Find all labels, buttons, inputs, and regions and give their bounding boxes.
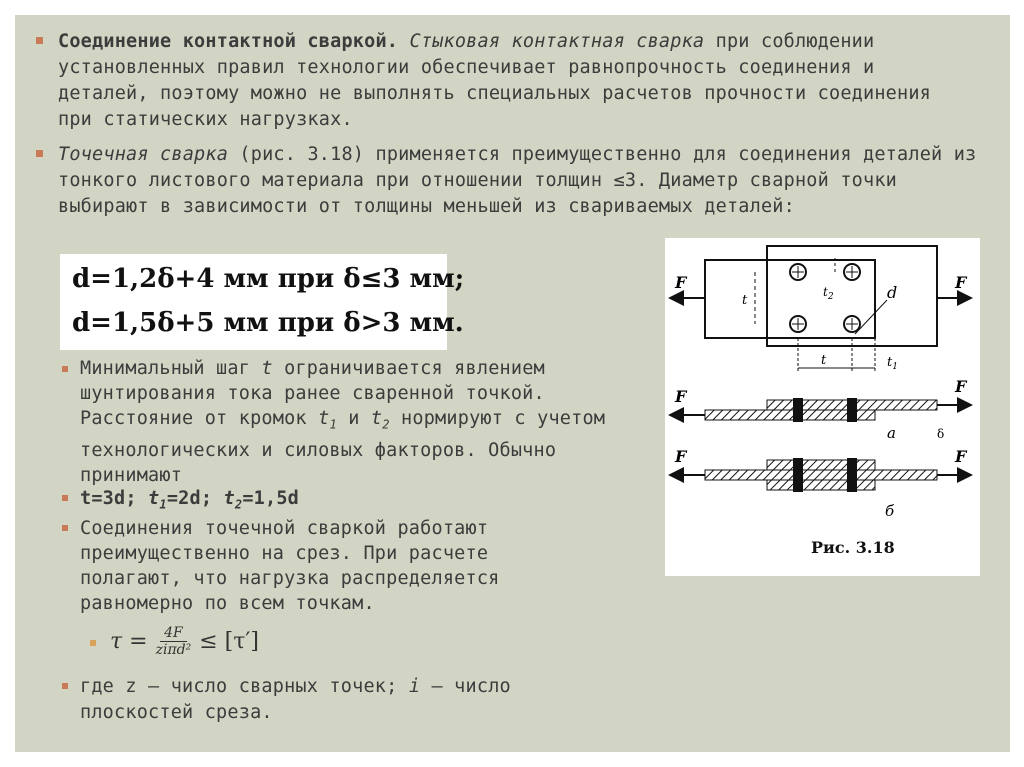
leader-d <box>855 300 887 334</box>
text: t=3d; <box>80 488 137 509</box>
numerator: 4F <box>160 625 187 642</box>
label-t2: $t_2$ <box>823 285 834 302</box>
shear-stress-formula <box>110 625 259 658</box>
heading-text: Соединение контактной сваркой. <box>58 31 399 52</box>
var-t1: $t_1$ <box>148 488 167 512</box>
label-delta: δ <box>937 427 945 441</box>
denominator: ziπd² <box>155 642 192 658</box>
text: нормируют с учетом технологических и силовых факторов. Обычно принимают <box>80 408 606 486</box>
var-t2: $t_2$ <box>223 488 243 512</box>
label-F: F <box>675 387 687 406</box>
paragraph-spot-welding <box>58 142 978 220</box>
paragraph-where <box>80 674 580 726</box>
paragraph-contact-welding <box>58 29 958 133</box>
label-F: F <box>955 447 967 466</box>
body-text: (рис. 3.18) применяется преимущественно для соединения деталей из тонкого листового материала при отношении толщин ≤3. Диаметр сварной точки выбирают в зависимости от толщины меньшей из свариваемых деталей: <box>58 144 977 217</box>
text: =2d; <box>166 488 213 509</box>
plate-section-b <box>705 470 937 480</box>
formula-rhs: ≤ [τ′] <box>199 629 260 654</box>
bullet <box>62 525 68 531</box>
label-F: F <box>675 447 687 466</box>
fraction <box>156 625 192 658</box>
label-b: б <box>885 502 895 520</box>
label-t: t <box>821 353 827 368</box>
formula-lhs: τ = <box>110 629 148 654</box>
bullet <box>62 495 68 501</box>
bullet <box>36 37 43 44</box>
italic-text: Стыковая контактная сварка <box>409 31 705 52</box>
body-text: при соблюдении установленных правил технологии обеспечивает равнопрочность соединения и деталей, поэтому можно не выполнять специальных расчетов прочности соединения при статических нагрузках. <box>58 31 932 130</box>
figure-caption: Рис. 3.18 <box>811 538 895 557</box>
label-F: F <box>955 377 967 396</box>
text: ограничивается явлением шунтирования тока ранее сваренной точкой. Расстояние от кромок <box>80 358 545 429</box>
bullet <box>90 640 96 646</box>
spot-weld-drawing <box>665 238 980 538</box>
formula-line-1: d=1,2δ+4 мм при δ≤3 мм; <box>72 264 465 294</box>
bullet <box>36 150 43 157</box>
label-t: t <box>742 293 748 308</box>
var-t2: $t_2$ <box>370 408 390 432</box>
plate-section-b <box>767 480 875 490</box>
paragraph-pitch-values <box>80 486 299 518</box>
paragraph-shear: Соединения точечной сваркой работают преимущественно на срез. При расчете полагают, что нагрузка распределяется равномерно по всем точкам. <box>80 518 500 614</box>
label-F: F <box>675 273 687 292</box>
text: — число плоскостей среза. <box>80 676 511 723</box>
text: и <box>348 408 360 429</box>
var-t1: $t_1$ <box>318 408 337 432</box>
label-F: F <box>955 273 967 292</box>
label-a: а <box>887 424 896 442</box>
figure-3-18 <box>665 238 980 576</box>
text: =1,5d <box>242 488 300 509</box>
formula-line-2: d=1,5δ+5 мм при δ>3 мм. <box>72 308 464 338</box>
diameter-formulas <box>60 254 465 350</box>
bullet <box>62 683 68 689</box>
text: где z — число сварных точек; <box>80 676 398 697</box>
plate-section-b <box>767 460 875 470</box>
text: Минимальный шаг <box>80 358 251 379</box>
bullet <box>62 366 68 372</box>
label-d: d <box>887 283 898 302</box>
paragraph-min-pitch <box>80 356 650 488</box>
var-i: i <box>408 676 421 697</box>
label-t1: $t_1$ <box>887 355 898 372</box>
var-t: t <box>261 358 273 379</box>
italic-text: Точечная сварка <box>58 144 229 165</box>
